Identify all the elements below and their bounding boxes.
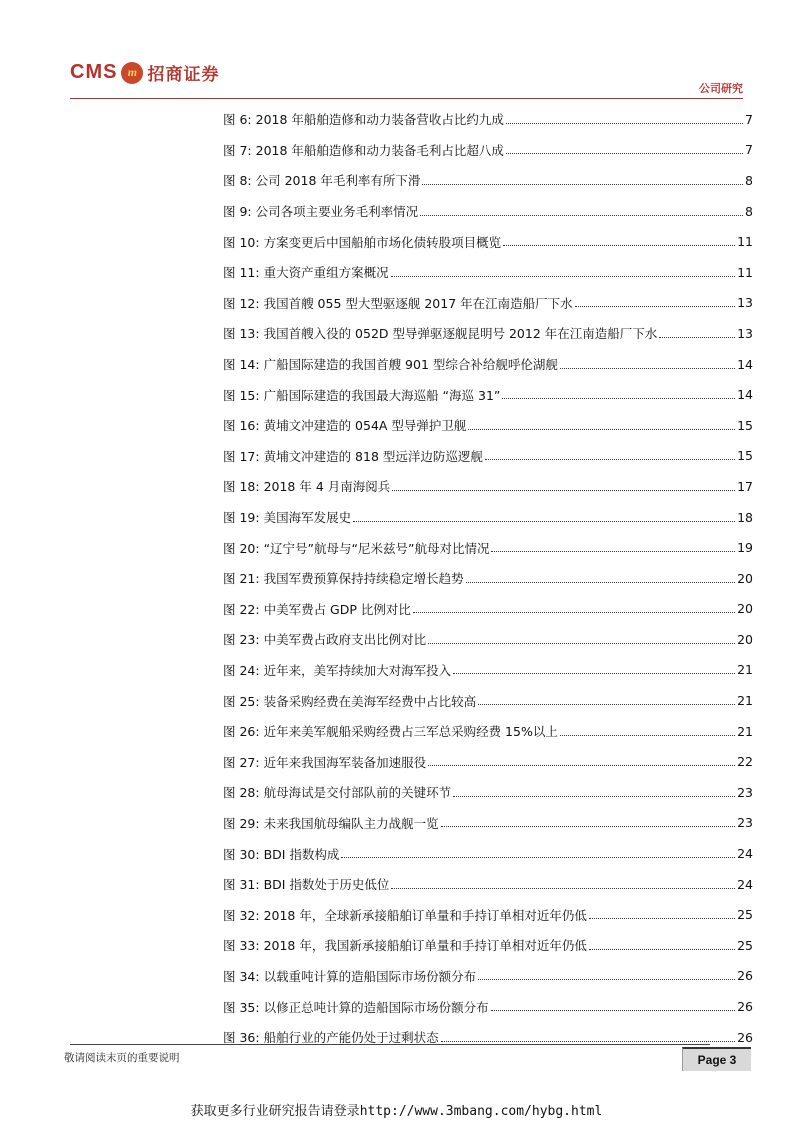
toc-entry[interactable] <box>223 838 753 869</box>
toc-leader-dots <box>575 306 735 307</box>
toc-entry-label[interactable]: 图 33: 2018 年，我国新承接船舶订单量和手持订单相对近年仍低 <box>223 938 587 954</box>
toc-entry-page[interactable]: 20 <box>737 631 753 647</box>
toc-entry[interactable] <box>223 502 753 533</box>
toc-entry-label[interactable]: 图 28: 航母海试是交付部队前的关键环节 <box>223 785 452 801</box>
footer-divider <box>70 1044 710 1045</box>
toc-entry-page[interactable]: 23 <box>737 815 753 831</box>
toc-leader-dots <box>478 704 735 705</box>
toc-entry[interactable] <box>223 930 753 961</box>
toc-entry-label[interactable]: 图 35: 以修正总吨计算的造船国际市场份额分布 <box>223 999 489 1015</box>
toc-entry-label[interactable]: 图 23: 中美军费占政府支出比例对比 <box>223 632 427 648</box>
toc-entry[interactable] <box>223 165 753 196</box>
toc-entry-label[interactable]: 图 11: 重大资产重组方案概况 <box>223 265 389 281</box>
toc-leader-dots <box>478 979 735 980</box>
toc-leader-dots <box>453 796 735 797</box>
toc-entry-label[interactable]: 图 21: 我国军费预算保持持续稳定增长趋势 <box>223 571 464 587</box>
toc-entry-page[interactable]: 26 <box>737 1029 753 1045</box>
toc-entry[interactable] <box>223 594 753 625</box>
logo-emblem-icon: m <box>121 62 143 84</box>
toc-entry[interactable] <box>223 257 753 288</box>
toc-leader-dots <box>420 215 743 216</box>
toc-entry[interactable] <box>223 991 753 1022</box>
toc-entry-label[interactable]: 图 20: “辽宁号”航母与“尼米兹号”航母对比情况 <box>223 540 490 556</box>
toc-entry-label[interactable]: 图 31: BDI 指数处于历史低位 <box>223 877 390 893</box>
toc-entry-page[interactable]: 19 <box>737 540 753 556</box>
toc-entry-label[interactable]: 图 25: 装备采购经费在美海军经费中占比较高 <box>223 693 477 709</box>
toc-leader-dots <box>466 582 736 583</box>
toc-entry-page[interactable]: 25 <box>737 937 753 953</box>
toc-leader-dots <box>441 1041 736 1042</box>
toc-leader-dots <box>659 337 735 338</box>
toc-entry-page[interactable]: 8 <box>745 172 753 188</box>
toc-entry-page[interactable]: 15 <box>737 417 753 433</box>
section-label: 公司研究 <box>699 82 743 95</box>
toc-entry-label[interactable]: 图 8: 公司 2018 年毛利率有所下滑 <box>223 173 421 189</box>
toc-leader-dots <box>392 490 735 491</box>
toc-entry-label[interactable]: 图 34: 以载重吨计算的造船国际市场份额分布 <box>223 968 477 984</box>
figure-index <box>223 104 753 1052</box>
toc-leader-dots <box>506 153 743 154</box>
promo-url[interactable]: http://www.3mbang.com/hybg.html <box>359 1104 603 1119</box>
toc-entry-label[interactable]: 图 14: 广船国际建造的我国首艘 901 型综合补给舰呼伦湖舰 <box>223 357 558 373</box>
toc-leader-dots <box>428 643 735 644</box>
toc-entry[interactable] <box>223 899 753 930</box>
toc-entry[interactable] <box>223 655 753 686</box>
toc-entry-label[interactable]: 图 6: 2018 年船舶造修和动力装备营收占比约九成 <box>223 112 504 128</box>
toc-entry-page[interactable]: 22 <box>737 754 753 770</box>
toc-entry[interactable] <box>223 746 753 777</box>
toc-entry[interactable] <box>223 869 753 900</box>
toc-entry[interactable] <box>223 961 753 992</box>
toc-entry[interactable] <box>223 808 753 839</box>
disclaimer-note: 敬请阅读末页的重要说明 <box>64 1052 180 1064</box>
toc-entry-label[interactable]: 图 10: 方案变更后中国船舶市场化债转股项目概览 <box>223 234 502 250</box>
toc-leader-dots <box>502 398 735 399</box>
toc-leader-dots <box>506 123 743 124</box>
toc-entry-label[interactable]: 图 15: 广船国际建造的我国最大海巡船 “海巡 31” <box>223 387 501 403</box>
toc-entry-page[interactable]: 26 <box>737 968 753 984</box>
toc-entry[interactable] <box>223 716 753 747</box>
toc-entry[interactable] <box>223 196 753 227</box>
toc-entry-page[interactable]: 20 <box>737 570 753 586</box>
toc-entry-label[interactable]: 图 18: 2018 年 4 月南海阅兵 <box>223 479 391 495</box>
toc-leader-dots <box>353 521 735 522</box>
toc-entry-page[interactable]: 18 <box>737 509 753 525</box>
promo-text: 获取更多行业研究报告请登录 <box>190 1104 360 1119</box>
toc-entry[interactable] <box>223 685 753 716</box>
toc-entry[interactable] <box>223 777 753 808</box>
toc-leader-dots <box>341 857 735 858</box>
toc-leader-dots <box>441 826 736 827</box>
toc-leader-dots <box>485 459 735 460</box>
toc-entry-page[interactable]: 25 <box>737 907 753 923</box>
toc-leader-dots <box>422 184 743 185</box>
company-logo <box>70 60 219 85</box>
toc-entry-label[interactable]: 图 24: 近年来，美军持续加大对海军投入 <box>223 662 452 678</box>
toc-entry[interactable] <box>223 135 753 166</box>
toc-leader-dots <box>391 276 736 277</box>
toc-entry-label[interactable]: 图 19: 美国海军发展史 <box>223 510 352 526</box>
toc-entry-page[interactable]: 15 <box>737 448 753 464</box>
toc-entry[interactable] <box>223 288 753 319</box>
toc-leader-dots <box>453 673 735 674</box>
toc-entry-label[interactable]: 图 32: 2018 年，全球新承接船舶订单量和手持订单相对近年仍低 <box>223 907 587 923</box>
toc-entry-page[interactable]: 8 <box>745 203 753 219</box>
toc-entry-page[interactable]: 26 <box>737 999 753 1015</box>
toc-entry-label[interactable]: 图 17: 黄埔文冲建造的 818 型远洋边防巡逻舰 <box>223 448 483 464</box>
toc-entry[interactable] <box>223 563 753 594</box>
toc-entry[interactable] <box>223 226 753 257</box>
toc-entry[interactable] <box>223 410 753 441</box>
toc-entry-label[interactable]: 图 26: 近年来美军舰船采购经费占三军总采购经费 15%以上 <box>223 724 558 740</box>
toc-entry[interactable] <box>223 1022 753 1053</box>
toc-leader-dots <box>560 368 735 369</box>
toc-entry[interactable] <box>223 349 753 380</box>
page-number: Page 3 <box>682 1047 751 1071</box>
header-divider <box>70 98 743 99</box>
toc-entry-page[interactable]: 23 <box>737 784 753 800</box>
toc-entry-label[interactable]: 图 13: 我国首艘入役的 052D 型导弹驱逐舰昆明号 2012 年在江南造船厂下水 <box>223 326 658 342</box>
toc-leader-dots <box>468 429 735 430</box>
toc-entry-label[interactable]: 图 36: 船舶行业的产能仍处于过剩状态 <box>223 1030 439 1046</box>
toc-leader-dots <box>428 765 735 766</box>
toc-entry-page[interactable]: 11 <box>737 264 753 280</box>
toc-entry-page[interactable]: 20 <box>737 601 753 617</box>
toc-leader-dots <box>560 735 735 736</box>
toc-entry-page[interactable]: 24 <box>737 846 753 862</box>
logo-chinese-text: 招商证券 <box>147 65 220 85</box>
toc-leader-dots <box>491 1010 736 1011</box>
toc-entry-page[interactable]: 11 <box>737 234 753 250</box>
toc-entry-page[interactable]: 13 <box>737 295 753 311</box>
toc-entry-label[interactable]: 图 27: 近年来我国海军装备加速服役 <box>223 754 427 770</box>
toc-entry-page[interactable]: 21 <box>737 693 753 709</box>
toc-leader-dots <box>503 245 735 246</box>
toc-entry-label[interactable]: 图 30: BDI 指数构成 <box>223 846 340 862</box>
toc-leader-dots <box>391 888 735 889</box>
toc-leader-dots <box>589 918 735 919</box>
logo-cms-text: CMS <box>70 61 118 83</box>
toc-entry-page[interactable]: 24 <box>737 876 753 892</box>
toc-entry-page[interactable]: 14 <box>737 356 753 372</box>
toc-entry[interactable] <box>223 379 753 410</box>
toc-entry[interactable] <box>223 318 753 349</box>
toc-entry-page[interactable]: 7 <box>745 142 753 158</box>
toc-entry-page[interactable]: 14 <box>737 387 753 403</box>
toc-entry-label[interactable]: 图 29: 未来我国航母编队主力战舰一览 <box>223 815 439 831</box>
toc-entry-page[interactable]: 21 <box>737 662 753 678</box>
toc-entry-page[interactable]: 17 <box>737 478 753 494</box>
toc-entry-label[interactable]: 图 22: 中美军费占 GDP 比例对比 <box>223 601 411 617</box>
toc-entry[interactable] <box>223 104 753 135</box>
toc-entry-label[interactable]: 图 7: 2018 年船舶造修和动力装备毛利占比超八成 <box>223 142 504 158</box>
promo-link[interactable] <box>0 1100 793 1119</box>
toc-entry[interactable] <box>223 624 753 655</box>
toc-leader-dots <box>491 551 735 552</box>
toc-entry[interactable] <box>223 532 753 563</box>
toc-entry-label[interactable]: 图 16: 黄埔文冲建造的 054A 型导弹护卫舰 <box>223 418 467 434</box>
toc-entry-page[interactable]: 13 <box>737 325 753 341</box>
toc-entry[interactable] <box>223 471 753 502</box>
toc-entry-page[interactable]: 7 <box>745 111 753 127</box>
toc-entry[interactable] <box>223 441 753 472</box>
toc-entry-label[interactable]: 图 12: 我国首艘 055 型大型驱逐舰 2017 年在江南造船厂下水 <box>223 295 573 311</box>
toc-leader-dots <box>589 949 735 950</box>
toc-entry-page[interactable]: 21 <box>737 723 753 739</box>
toc-leader-dots <box>413 612 735 613</box>
toc-entry-label[interactable]: 图 9: 公司各项主要业务毛利率情况 <box>223 204 419 220</box>
